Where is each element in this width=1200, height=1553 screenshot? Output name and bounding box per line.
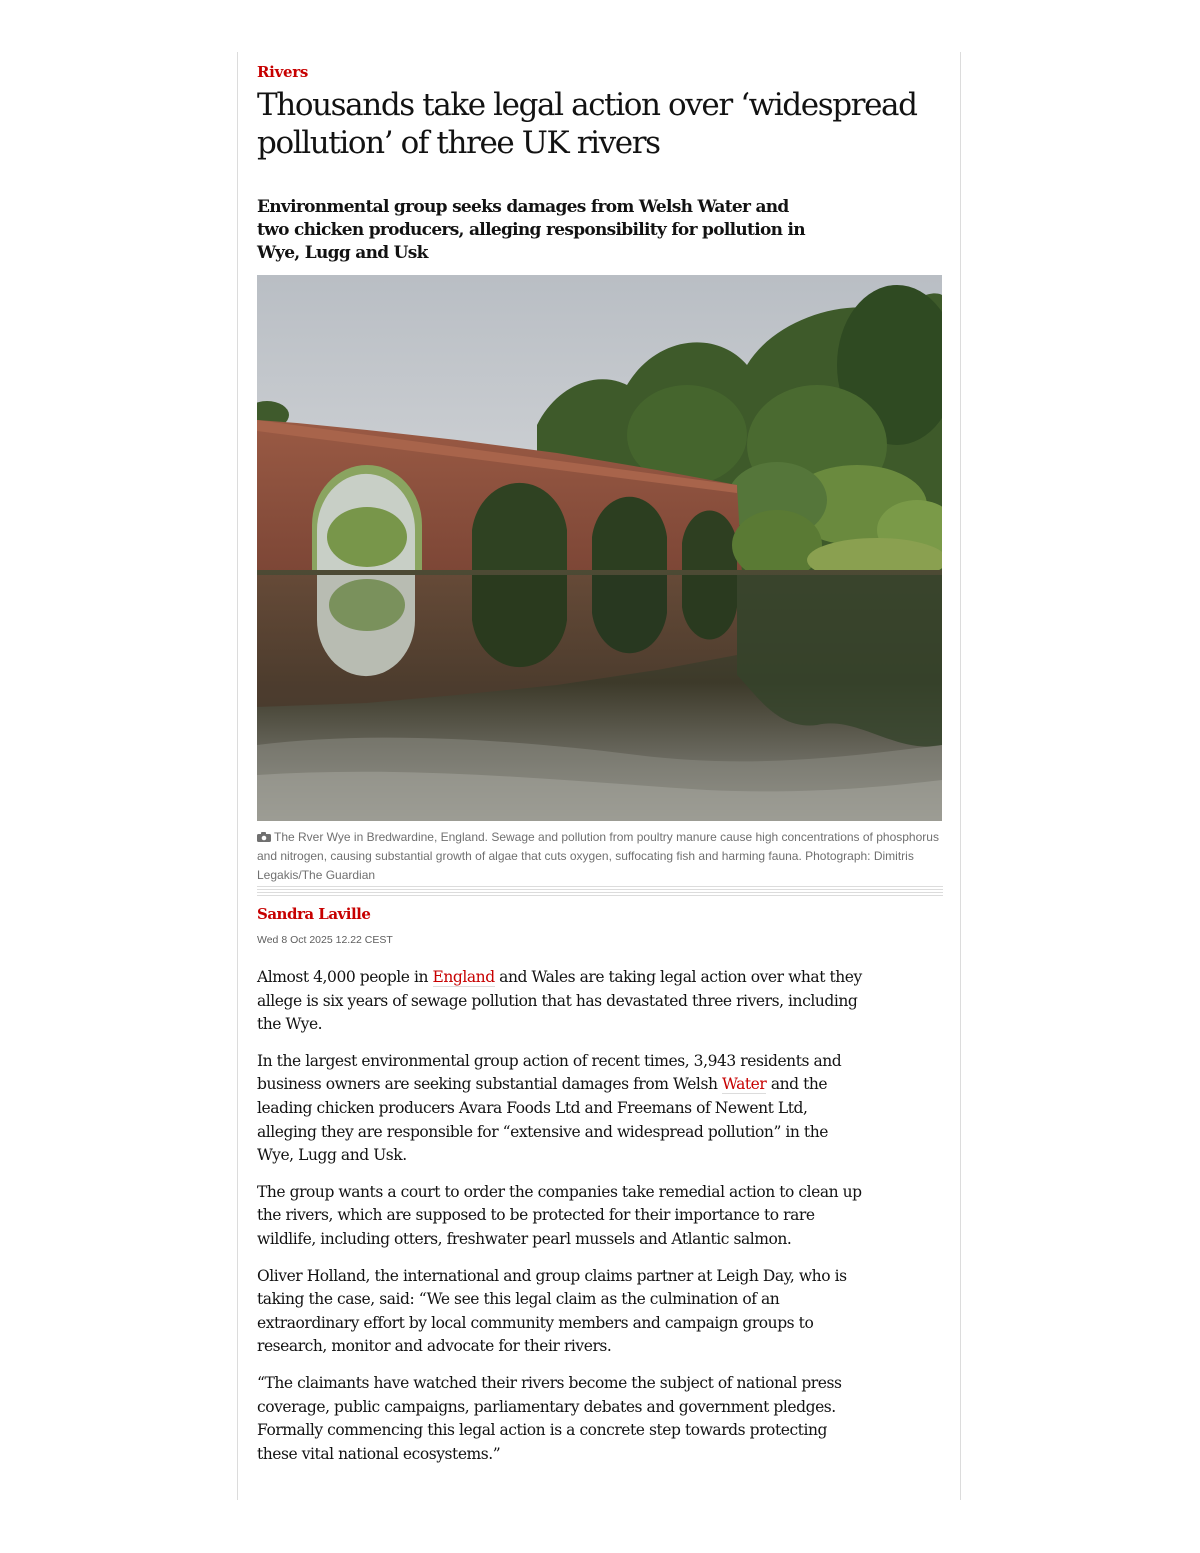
paragraph-2-text-a: In the largest environmental group action of recent times, 3,943 residents and business owners are seeking substantial damages from Welsh [257,1051,842,1094]
publish-date: Wed 8 Oct 2025 12.22 CEST [257,934,393,946]
camera-icon [257,832,271,842]
headline: Thousands take legal action over ‘widespread pollution’ of three UK rivers [257,87,917,161]
england-link[interactable]: England [432,968,495,986]
page-frame-left [237,52,238,1500]
page-frame-right [960,52,961,1500]
paragraph-2 [257,1050,867,1168]
main-photo [257,275,942,821]
paragraph-1-text-a: Almost 4,000 people in [257,968,433,986]
paragraph-4: Oliver Holland, the international and group claims partner at Leigh Day, who is taking the case, said: “We see this legal claim as the culmination of an extraordinary effort by local community members and campaign groups to research, monitor and advocate for their rivers. [257,1266,847,1356]
article-body [257,966,867,1479]
water-link[interactable]: Water [721,1075,767,1094]
photo-caption [257,828,943,885]
section-kicker-link[interactable]: Rivers [257,63,308,81]
river-bridge-photo [257,275,942,821]
standfirst: Environmental group seeks damages from Welsh Water and two chicken producers, alleging responsibility for pollution in Wye, Lugg and Usk [257,197,805,263]
caption-text: The Rver Wye in Bredwardine, England. Sewage and pollution from poultry manure cause high concentrations of phosphorus and nitrogen, causing substantial growth of algae that cuts oxygen, suffocating fish and harming fauna. Photograph: Dimitris Legakis/The Guardian [257,830,939,882]
paragraph-1-text-b: and Wales are taking legal action over what they allege is six years of sewage pollution that has devastated three rivers, including the Wye. [257,968,862,1034]
paragraph-3: The group wants a court to order the companies take remedial action to clean up the rivers, which are supposed to be protected for their importance to rare wildlife, including otters, freshwater pearl mussels and Atlantic salmon. [257,1182,862,1248]
paragraph-5: “The claimants have watched their rivers become the subject of national press coverage, public campaigns, parliamentary debates and government pledges. Formally commencing this legal action is a concrete step towards protecting these vital national ecosystems.” [257,1373,842,1463]
paragraph-1 [257,966,867,1037]
author-link[interactable]: Sandra Laville [257,905,371,923]
paragraph-2-text-b: and the leading chicken producers Avara Foods Ltd and Freemans of Newent Ltd, alleging they are responsible for “extensive and widespread pollution” in the Wye, Lugg and Usk. [257,1075,828,1165]
divider-rules [257,886,943,900]
